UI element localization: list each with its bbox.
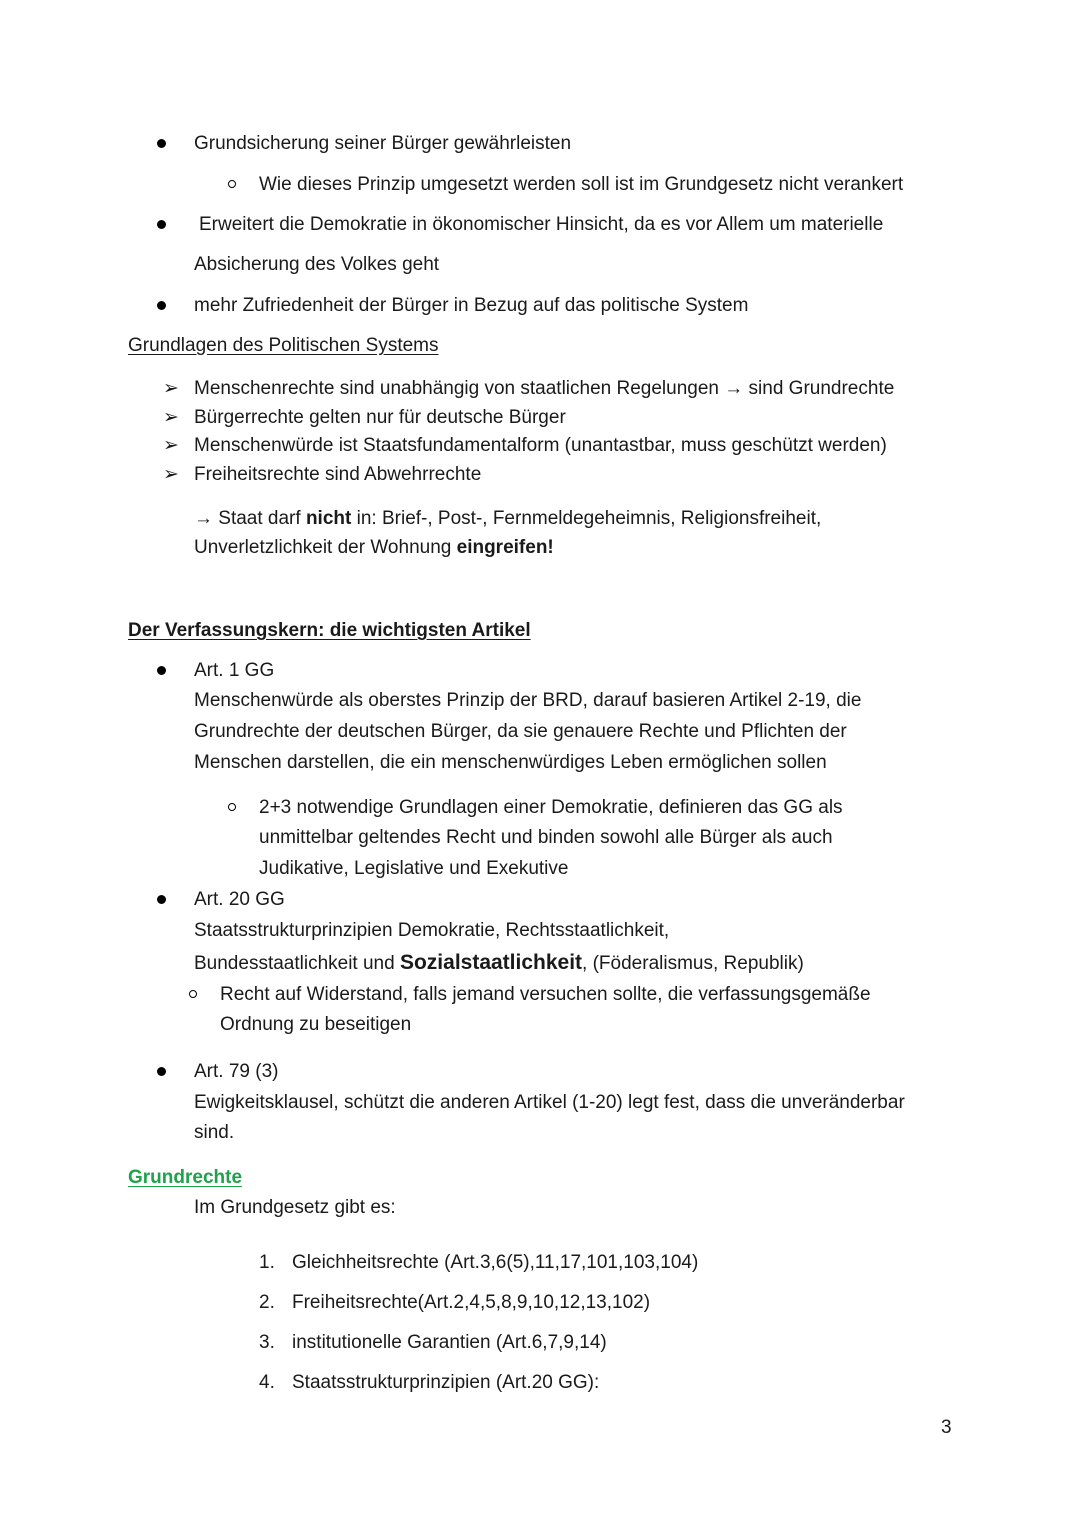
- sub-list-item: unmittelbar geltendes Recht und binden sowohl alle Bürger als auch: [259, 827, 833, 848]
- bullet-icon: [157, 301, 166, 310]
- numbered-list-item: Freiheitsrechte(Art.2,4,5,8,9,10,12,13,102): [292, 1292, 651, 1313]
- arrow-bullet-icon: ➢: [163, 435, 179, 456]
- sub-list-item: Wie dieses Prinzip umgesetzt werden soll ist im Grundgesetz nicht verankert: [259, 174, 904, 195]
- article-text-part: Bundesstaatlichkeit und: [194, 953, 400, 974]
- sub-bullet-icon: [189, 990, 197, 998]
- article-text: [194, 952, 804, 973]
- numbered-list-number: 1.: [259, 1252, 275, 1273]
- article-text: Staatsstrukturprinzipien Demokratie, Rechtsstaatlichkeit,: [194, 920, 670, 941]
- intro-text: Im Grundgesetz gibt es:: [194, 1197, 396, 1218]
- section-heading-grundrechte: Grundrechte: [128, 1167, 243, 1188]
- page-number: 3: [941, 1417, 952, 1438]
- article-title: Art. 20 GG: [194, 889, 285, 910]
- numbered-list-number: 2.: [259, 1292, 275, 1313]
- arrow-bullet-icon: ➢: [163, 407, 179, 428]
- note-line: [194, 538, 554, 557]
- article-text: Menschen darstellen, die ein menschenwürdiges Leben ermöglichen sollen: [194, 752, 827, 773]
- article-title: Art. 1 GG: [194, 660, 275, 681]
- section-heading-grundlagen: Grundlagen des Politischen Systems: [128, 335, 439, 356]
- arrow-list-item: Freiheitsrechte sind Abwehrrechte: [194, 464, 482, 485]
- note-bold: nicht: [305, 508, 352, 529]
- arrow-list-item: Menschenrechte sind unabhängig von staatlichen Regelungen → sind Grundrechte: [194, 378, 895, 399]
- numbered-list-item: Staatsstrukturprinzipien (Art.20 GG):: [292, 1372, 600, 1393]
- article-text: Menschenwürde als oberstes Prinzip der BRD, darauf basieren Artikel 2-19, die: [194, 690, 862, 711]
- article-title: Art. 79 (3): [194, 1061, 279, 1082]
- article-text-bold: Sozialstaatlichkeit: [399, 951, 583, 974]
- list-item-continuation: Absicherung des Volkes geht: [194, 254, 440, 275]
- numbered-list-item: Gleichheitsrechte (Art.3,6(5),11,17,101,103,104): [292, 1252, 699, 1273]
- note-text: in: Brief-, Post-, Fernmeldegeheimnis, Religionsfreiheit,: [351, 508, 822, 529]
- sub-list-item: Judikative, Legislative und Exekutive: [259, 858, 569, 879]
- sub-bullet-icon: [228, 803, 236, 811]
- note-bold: eingreifen!: [456, 537, 554, 558]
- sub-bullet-icon: [228, 180, 236, 188]
- note-text: Unverletzlichkeit der Wohnung: [194, 537, 457, 558]
- list-item: Grundsicherung seiner Bürger gewährleisten: [194, 133, 572, 154]
- article-text: Ewigkeitsklausel, schützt die anderen Artikel (1-20) legt fest, dass die unveränderbar: [194, 1092, 905, 1113]
- note-text: → Staat darf: [194, 508, 306, 529]
- arrow-bullet-icon: ➢: [163, 464, 179, 485]
- numbered-list-number: 3.: [259, 1332, 275, 1353]
- arrow-bullet-icon: ➢: [163, 378, 179, 399]
- bullet-icon: [157, 220, 166, 229]
- article-text: sind.: [194, 1122, 235, 1143]
- bullet-icon: [157, 139, 166, 148]
- note-line: [194, 509, 821, 528]
- bullet-icon: [157, 1067, 166, 1076]
- article-text: Grundrechte der deutschen Bürger, da sie genauere Rechte und Pflichten der: [194, 721, 847, 742]
- list-item: Erweitert die Demokratie in ökonomischer Hinsicht, da es vor Allem um materielle: [199, 214, 884, 235]
- sub-list-item: Recht auf Widerstand, falls jemand versuchen sollte, die verfassungsgemäße: [220, 984, 871, 1005]
- numbered-list-item: institutionelle Garantien (Art.6,7,9,14): [292, 1332, 607, 1353]
- arrow-list-item: Menschenwürde ist Staatsfundamentalform (unantastbar, muss geschützt werden): [194, 435, 887, 456]
- list-item: mehr Zufriedenheit der Bürger in Bezug auf das politische System: [194, 295, 749, 316]
- sub-list-item: Ordnung zu beseitigen: [220, 1014, 412, 1035]
- section-heading-verfassungskern: Der Verfassungskern: die wichtigsten Artikel: [128, 620, 531, 641]
- article-text-part: , (Föderalismus, Republik): [582, 953, 804, 974]
- bullet-icon: [157, 895, 166, 904]
- sub-list-item: 2+3 notwendige Grundlagen einer Demokratie, definieren das GG als: [259, 797, 843, 818]
- numbered-list-number: 4.: [259, 1372, 275, 1393]
- bullet-icon: [157, 666, 166, 675]
- arrow-list-item: Bürgerrechte gelten nur für deutsche Bürger: [194, 407, 566, 428]
